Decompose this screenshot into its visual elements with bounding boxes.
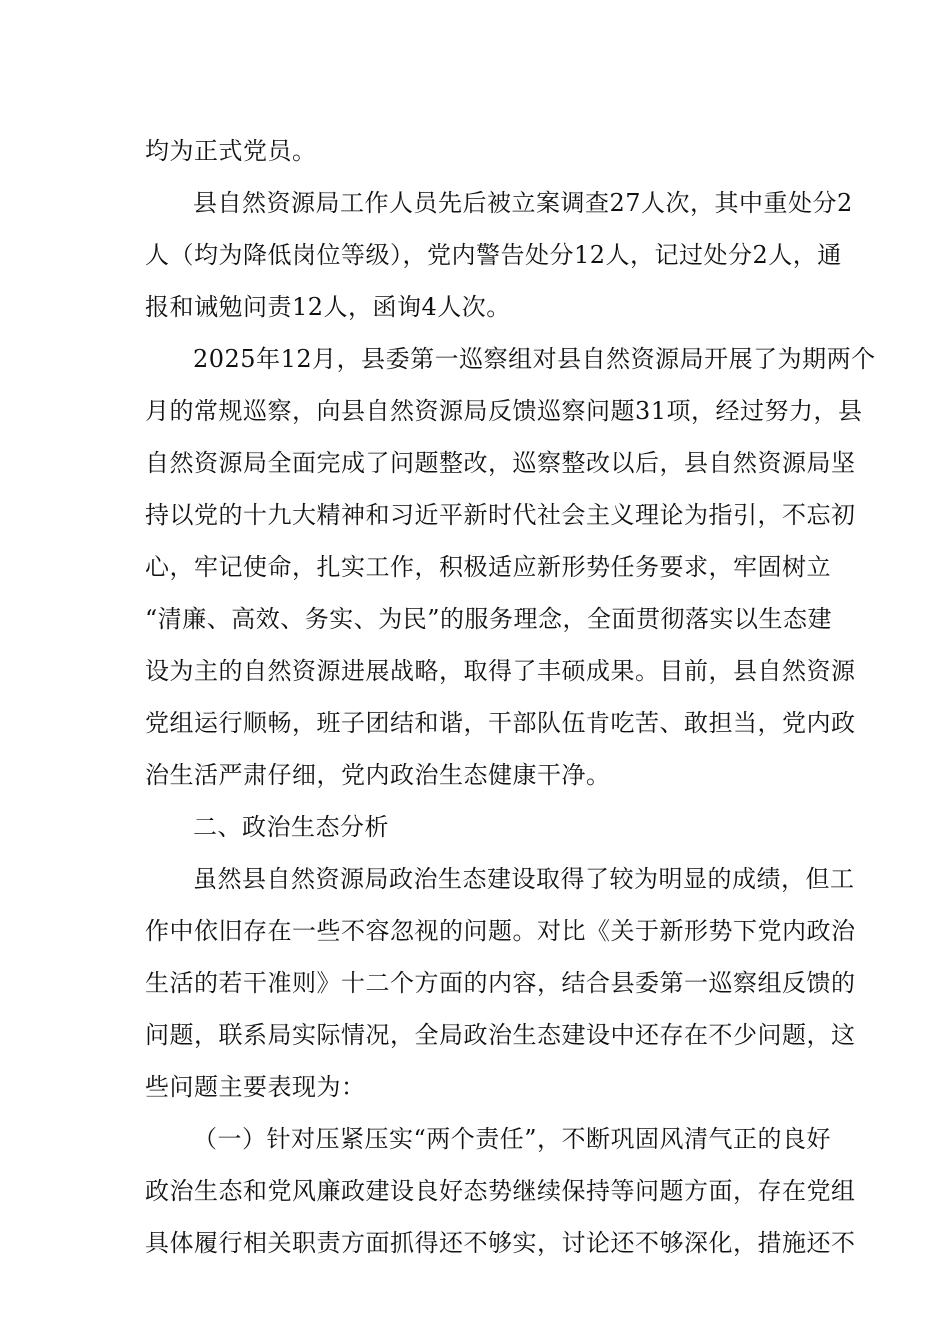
section-heading: 二、政治生态分析: [193, 813, 389, 841]
text-line: 2025年12月，县委第一巡察组对县自然资源局开展了为期两个: [193, 345, 876, 373]
text-line: 县自然资源局工作人员先后被立案调查27人次，其中重处分2: [193, 189, 853, 217]
text-line: 自然资源局全面完成了问题整改，巡察整改以后，县自然资源局坚: [145, 449, 856, 477]
text-line: “清廉、高效、务实、为民”的服务理念，全面贯彻落实以生态建: [145, 605, 833, 633]
text-line: 均为正式党员。: [145, 137, 317, 165]
text-line: 心，牢记使命，扎实工作，积极适应新形势任务要求，牢固树立: [145, 553, 831, 581]
text-line: 虽然县自然资源局政治生态建设取得了较为明显的成绩，但工: [193, 865, 855, 893]
text-line: 月的常规巡察，向县自然资源局反馈巡察问题31项，经过努力，县: [145, 397, 863, 425]
text-line: 报和诫勉问责12人，函询4人次。: [145, 293, 511, 321]
text-line: 党组运行顺畅，班子团结和谐，干部队伍肯吃苦、敢担当，党内政: [145, 709, 856, 737]
text-line: （一）针对压紧压实“两个责任”，不断巩固风清气正的良好: [193, 1125, 832, 1153]
text-line: 些问题主要表现为：: [145, 1073, 366, 1101]
text-line: 治生活严肃仔细，党内政治生态健康干净。: [145, 761, 611, 789]
text-line: 人（均为降低岗位等级），党内警告处分12人，记过处分2人，通: [145, 241, 842, 269]
text-line: 作中依旧存在一些不容忽视的问题。对比《关于新形势下党内政治: [145, 917, 856, 945]
text-line: 政治生态和党风廉政建设良好态势继续保持等问题方面，存在党组: [145, 1177, 856, 1205]
text-line: 设为主的自然资源进展战略，取得了丰硕成果。目前，县自然资源: [145, 657, 856, 685]
text-line: 具体履行相关职责方面抓得还不够实，讨论还不够深化，措施还不: [145, 1229, 856, 1257]
text-line: 持以党的十九大精神和习近平新时代社会主义理论为指引，不忘初: [145, 501, 856, 529]
text-line: 生活的若干准则》十二个方面的内容，结合县委第一巡察组反馈的: [145, 969, 856, 997]
text-line: 问题，联系局实际情况，全局政治生态建设中还存在不少问题，这: [145, 1021, 856, 1049]
